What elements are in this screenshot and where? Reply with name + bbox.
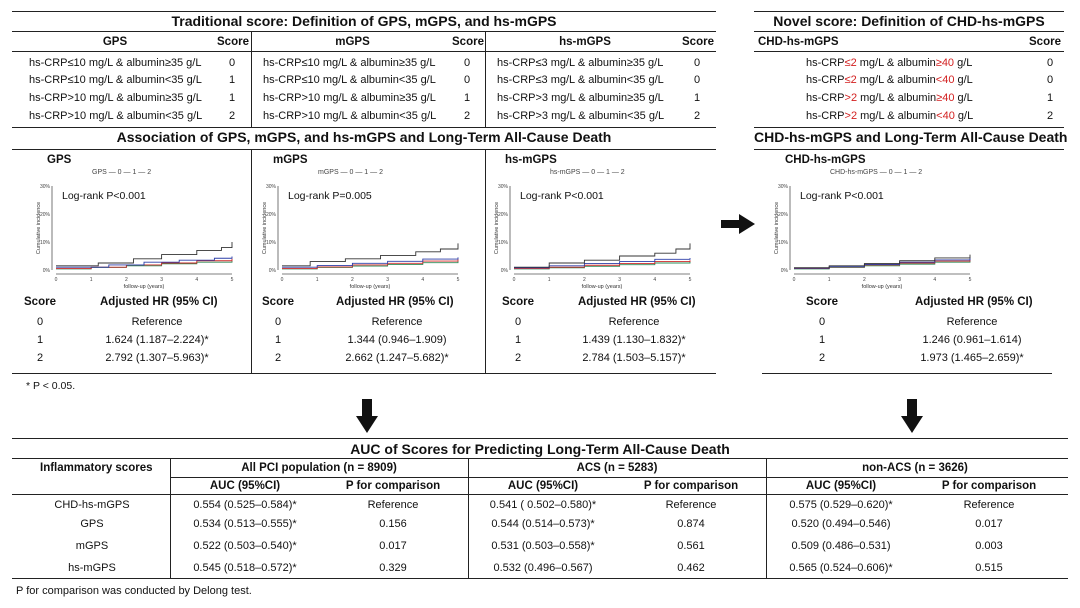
auc-row-label: CHD-hs-mGPS: [54, 499, 130, 511]
novel-def-part: 40: [941, 57, 955, 69]
novel-def-part: g/L: [954, 92, 973, 104]
gps-def-row: hs-CRP>10 mg/L & albumin<35 g/L: [29, 110, 203, 122]
novel-def-part: mg/L & albumin: [857, 110, 937, 122]
hr-score-value: 2: [818, 352, 826, 364]
p-value: Reference: [367, 499, 419, 511]
x-axis-label: follow-up (years): [349, 284, 391, 290]
gps-score-header: Score: [217, 36, 249, 48]
x-tick-label: 3: [386, 277, 389, 283]
novel-def-part: ≤: [844, 74, 851, 86]
km-legend: GPS — 0 — 1 — 2: [92, 169, 152, 176]
x-tick-label: 0: [280, 277, 284, 283]
mgps-def-score: 2: [464, 110, 471, 122]
novel-def-row: [806, 92, 973, 104]
novel-def-part: 2: [850, 92, 858, 104]
mgps-def-row: hs-CRP≤10 mg/L & albumin≥35 g/L: [263, 57, 436, 69]
auc-group-header: All PCI population (n = 8909): [241, 462, 397, 474]
auc-value: 0.565 (0.524–0.606)*: [789, 562, 893, 574]
novel-def-part: ≥: [936, 92, 943, 104]
hr-score-value: 1: [818, 334, 826, 346]
p-value: 0.462: [677, 562, 705, 574]
hr-score-value: 1: [36, 334, 44, 346]
x-axis-label: follow-up (years): [123, 284, 165, 290]
y-tick-label: 20%: [39, 212, 50, 218]
novel-def-part: hs-CRP: [806, 92, 845, 104]
p-value: 0.156: [379, 518, 407, 530]
hsmgps-def-score: 1: [694, 92, 701, 104]
hsmgps-def-row: hs-CRP≤3 mg/L & albumin≥35 g/L: [497, 57, 664, 69]
logrank-label: Log-rank P=0.005: [288, 190, 372, 202]
novel-def-row: [806, 57, 972, 69]
auc-sub-header: AUC (95%CI): [507, 480, 579, 492]
km-panel-title: hs-mGPS: [505, 154, 557, 166]
hsmgps-def-row: hs-CRP≤3 mg/L & albumin<35 g/L: [497, 74, 664, 86]
p-value: 0.515: [975, 562, 1003, 574]
hsmgps-score-header: Score: [682, 36, 714, 48]
auc-title: AUC of Scores for Predicting Long-Term All-Cause Death: [350, 441, 730, 457]
novel-def-part: 2: [850, 74, 857, 86]
novel-def-row: [806, 110, 973, 122]
novel-def-part: g/L: [954, 57, 973, 69]
x-tick-label: 4: [653, 277, 657, 283]
km-curve-score1: [794, 257, 970, 268]
hr-score-value: 2: [514, 352, 522, 364]
x-tick-label: 5: [456, 277, 460, 283]
auc-value: 0.532 (0.496–0.567): [493, 562, 593, 574]
novel-def-part: 2: [850, 57, 857, 69]
mgps-def-row: hs-CRP≤10 mg/L & albumin<35 g/L: [263, 74, 436, 86]
novel-def-part: hs-CRP: [806, 74, 845, 86]
novel-def-part: hs-CRP: [806, 110, 845, 122]
logrank-label: Log-rank P<0.001: [62, 190, 146, 202]
novel-def-part: 2: [850, 110, 858, 122]
novel-def-row: [806, 74, 973, 86]
novel-header: CHD-hs-mGPS: [758, 36, 839, 48]
novel-def-score: 0: [1047, 57, 1054, 69]
hsmgps-def-score: 2: [694, 110, 701, 122]
arrow-down-icon: [901, 399, 923, 433]
hr-value: Reference: [946, 316, 998, 328]
y-tick-label: 0%: [780, 268, 788, 274]
x-tick-label: 1: [547, 277, 551, 283]
p-value: Reference: [665, 499, 717, 511]
y-axis-label: Cumulative incidence: [494, 201, 500, 255]
novel-def-part: mg/L & albumin: [857, 92, 937, 104]
y-tick-label: 10%: [497, 240, 508, 246]
hr-score-value: 2: [36, 352, 44, 364]
auc-row-label: GPS: [80, 518, 104, 530]
x-tick-label: 0: [792, 277, 796, 283]
auc-row-label: mGPS: [75, 540, 109, 552]
p-value: 0.003: [975, 540, 1003, 552]
x-tick-label: 1: [315, 277, 319, 283]
y-tick-label: 20%: [265, 212, 276, 218]
auc-value: 0.554 (0.525–0.584)*: [193, 499, 297, 511]
hsmgps-def-score: 0: [694, 57, 701, 69]
novel-score-header: Score: [1029, 36, 1061, 48]
arrow-down-icon: [356, 399, 378, 433]
novel-def-part: 40: [942, 74, 955, 86]
km-panel: [32, 154, 247, 294]
novel-def-part: >: [844, 92, 851, 104]
hr-value: 1.344 (0.946–1.909): [347, 334, 447, 346]
x-tick-label: 0: [54, 277, 58, 283]
y-tick-label: 20%: [497, 212, 508, 218]
significance-footnote: * P < 0.05.: [26, 380, 76, 392]
x-tick-label: 2: [125, 277, 128, 283]
x-tick-label: 3: [898, 277, 901, 283]
y-tick-label: 10%: [39, 240, 50, 246]
mgps-def-score: 0: [464, 57, 471, 69]
x-tick-label: 4: [933, 277, 937, 283]
km-panel: [770, 154, 985, 294]
hr-value: Reference: [608, 316, 660, 328]
y-tick-label: 0%: [268, 268, 276, 274]
hsmgps-def-score: 0: [694, 74, 701, 86]
hr-value: Reference: [371, 316, 423, 328]
mgps-def-score: 1: [464, 92, 471, 104]
y-tick-label: 20%: [777, 212, 788, 218]
hr-score-value: 0: [818, 316, 826, 328]
y-tick-label: 0%: [42, 268, 50, 274]
x-tick-label: 0: [512, 277, 516, 283]
y-tick-label: 30%: [265, 184, 276, 190]
gps-def-score: 2: [229, 110, 236, 122]
auc-value: 0.534 (0.513–0.555)*: [193, 518, 297, 530]
gps-def-row: hs-CRP≤10 mg/L & albumin≥35 g/L: [29, 57, 202, 69]
hr-value: 1.973 (1.465–2.659)*: [920, 352, 1024, 364]
novel-def-score: 0: [1047, 74, 1054, 86]
mgps-def-row: hs-CRP>10 mg/L & albumin≥35 g/L: [263, 92, 436, 104]
hr-value: Reference: [131, 316, 183, 328]
novel-def-part: g/L: [954, 74, 973, 86]
hr-score-header: Score: [24, 296, 56, 308]
hr-value: 1.246 (0.961–1.614): [922, 334, 1022, 346]
km-panel-title: mGPS: [273, 154, 308, 166]
hsmgps-def-row: hs-CRP>3 mg/L & albumin≥35 g/L: [497, 92, 664, 104]
novel-def-part: <: [936, 110, 943, 122]
x-axis-label: follow-up (years): [861, 284, 903, 290]
hr-score-value: 2: [274, 352, 282, 364]
auc-value: 0.575 (0.529–0.620)*: [789, 499, 893, 511]
x-tick-label: 2: [351, 277, 354, 283]
hr-score-value: 0: [514, 316, 522, 328]
hr-value: 1.439 (1.130–1.832)*: [582, 334, 686, 346]
y-tick-label: 0%: [500, 268, 508, 274]
logrank-label: Log-rank P<0.001: [520, 190, 604, 202]
mgps-def-score: 0: [464, 74, 471, 86]
x-tick-label: 5: [688, 277, 692, 283]
p-value: 0.874: [677, 518, 705, 530]
hr-value: 2.662 (1.247–5.682)*: [345, 352, 449, 364]
y-tick-label: 10%: [265, 240, 276, 246]
hr-value: 1.624 (1.187–2.224)*: [105, 334, 209, 346]
auc-value: 0.522 (0.503–0.540)*: [193, 540, 297, 552]
km-legend: mGPS — 0 — 1 — 2: [318, 169, 383, 176]
hr-header: Adjusted HR (95% CI): [578, 296, 696, 308]
novel-def-part: ≤: [844, 57, 851, 69]
auc-value: 0.509 (0.486–0.531): [791, 540, 891, 552]
auc-sub-header: P for comparison: [941, 480, 1037, 492]
y-axis-label: Cumulative incidence: [262, 201, 268, 255]
mgps-def-row: hs-CRP>10 mg/L & albumin<35 g/L: [263, 110, 437, 122]
gps-header: GPS: [102, 36, 128, 48]
km-panel: [258, 154, 473, 294]
auc-value: 0.545 (0.518–0.572)*: [193, 562, 297, 574]
logrank-label: Log-rank P<0.001: [800, 190, 884, 202]
gps-def-score: 1: [229, 74, 236, 86]
auc-value: 0.544 (0.514–0.573)*: [491, 518, 595, 530]
auc-sub-header: P for comparison: [345, 480, 441, 492]
hr-score-value: 0: [36, 316, 44, 328]
x-tick-label: 2: [863, 277, 866, 283]
novel-association-title: CHD-hs-mGPS and Long-Term All-Cause Death: [754, 129, 1068, 145]
hr-score-value: 1: [274, 334, 282, 346]
gps-def-row: hs-CRP>10 mg/L & albumin≥35 g/L: [29, 92, 202, 104]
y-tick-label: 30%: [497, 184, 508, 190]
novel-title: Novel score: Definition of CHD-hs-mGPS: [773, 13, 1045, 29]
auc-group-header: non-ACS (n = 3626): [862, 462, 968, 474]
km-panel-title: CHD-hs-mGPS: [785, 154, 866, 166]
y-tick-label: 30%: [39, 184, 50, 190]
novel-def-part: ≥: [935, 57, 942, 69]
km-panel: [490, 154, 705, 294]
novel-def-score: 1: [1047, 92, 1054, 104]
y-tick-label: 30%: [777, 184, 788, 190]
p-value: 0.017: [379, 540, 407, 552]
y-axis-label: Cumulative incidence: [36, 201, 42, 255]
hr-header: Adjusted HR (95% CI): [915, 296, 1033, 308]
hsmgps-def-row: hs-CRP>3 mg/L & albumin<35 g/L: [497, 110, 665, 122]
gps-def-score: 1: [229, 92, 236, 104]
arrow-right-icon: [721, 214, 755, 234]
p-value: Reference: [963, 499, 1015, 511]
novel-def-part: 40: [942, 110, 955, 122]
x-tick-label: 2: [583, 277, 586, 283]
x-tick-label: 4: [421, 277, 425, 283]
p-value: 0.017: [975, 518, 1003, 530]
auc-row-label: hs-mGPS: [68, 562, 116, 574]
mgps-score-header: Score: [452, 36, 484, 48]
novel-def-part: hs-CRP: [806, 57, 845, 69]
x-tick-label: 3: [618, 277, 621, 283]
gps-def-row: hs-CRP≤10 mg/L & albumin<35 g/L: [29, 74, 202, 86]
km-legend: hs-mGPS — 0 — 1 — 2: [550, 169, 625, 176]
x-tick-label: 3: [160, 277, 163, 283]
novel-def-part: mg/L & albumin: [856, 74, 936, 86]
y-axis-label: Cumulative incidence: [774, 201, 780, 255]
hr-header: Adjusted HR (95% CI): [100, 296, 218, 308]
traditional-title: Traditional score: Definition of GPS, mGPS, and hs-mGPS: [171, 13, 557, 29]
hr-value: 2.792 (1.307–5.963)*: [105, 352, 209, 364]
novel-def-part: 40: [942, 92, 955, 104]
hr-score-value: 0: [274, 316, 282, 328]
p-value: 0.561: [677, 540, 705, 552]
novel-def-part: mg/L & albumin: [856, 57, 936, 69]
auc-sub-header: AUC (95%CI): [805, 480, 877, 492]
mgps-header: mGPS: [335, 36, 370, 48]
km-panel-title: GPS: [47, 154, 72, 166]
x-tick-label: 4: [195, 277, 199, 283]
x-tick-label: 5: [230, 277, 234, 283]
x-axis-label: follow-up (years): [581, 284, 623, 290]
auc-col-header: Inflammatory scores: [40, 462, 153, 474]
hr-header: Adjusted HR (95% CI): [336, 296, 454, 308]
auc-footnote: P for comparison was conducted by Delong test.: [16, 585, 252, 597]
association-title: Association of GPS, mGPS, and hs-mGPS and Long-Term All-Cause Death: [116, 129, 612, 145]
hr-value: 2.784 (1.503–5.157)*: [582, 352, 686, 364]
auc-sub-header: AUC (95%CI): [209, 480, 281, 492]
novel-def-part: >: [844, 110, 851, 122]
auc-value: 0.520 (0.494–0.546): [791, 518, 891, 530]
x-tick-label: 1: [827, 277, 831, 283]
y-tick-label: 10%: [777, 240, 788, 246]
hr-score-header: Score: [806, 296, 838, 308]
novel-def-part: g/L: [954, 110, 974, 122]
p-value: 0.329: [379, 562, 407, 574]
novel-def-score: 2: [1047, 110, 1054, 122]
x-tick-label: 1: [89, 277, 93, 283]
gps-def-score: 0: [229, 57, 236, 69]
km-legend: CHD-hs-mGPS — 0 — 1 — 2: [830, 169, 923, 176]
hr-score-value: 1: [514, 334, 522, 346]
auc-value: 0.531 (0.503–0.558)*: [491, 540, 595, 552]
x-tick-label: 5: [968, 277, 972, 283]
hr-score-header: Score: [262, 296, 294, 308]
auc-value: 0.541 ( 0.502–0.580)*: [489, 499, 597, 511]
novel-def-part: <: [935, 74, 943, 86]
auc-sub-header: P for comparison: [643, 480, 739, 492]
hr-score-header: Score: [502, 296, 534, 308]
auc-group-header: ACS (n = 5283): [576, 462, 658, 474]
hsmgps-header: hs-mGPS: [559, 36, 611, 48]
